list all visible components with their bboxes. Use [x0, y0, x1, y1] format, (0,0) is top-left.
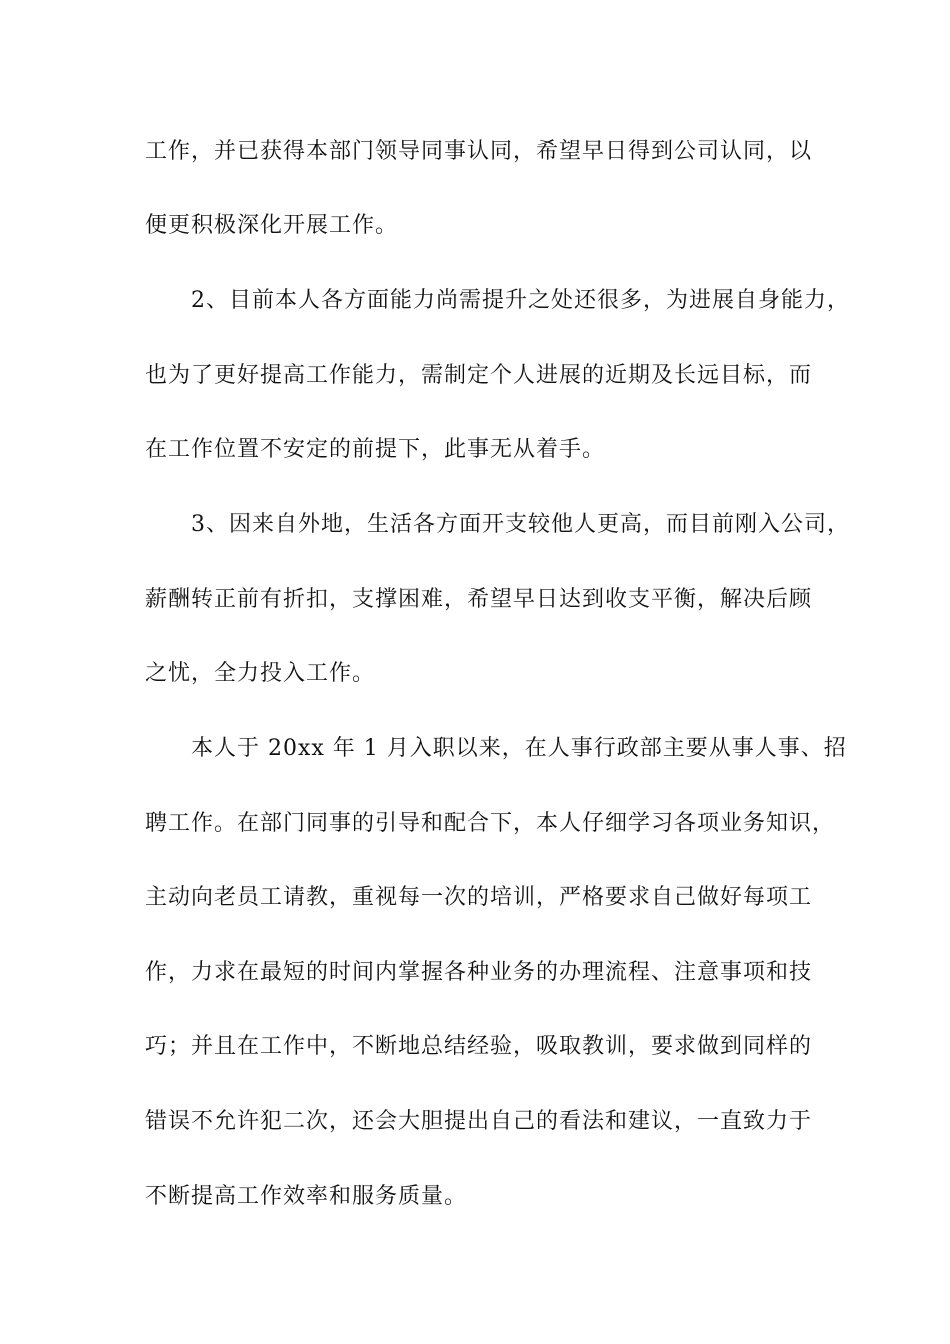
paragraph-4-line-6: 错误不允许犯二次，还会大胆提出自己的看法和建议，一直致力于: [145, 1109, 813, 1134]
paragraph-2-line-1: 2、目前本人各方面能力尚需提升之处还很多，为进展自身能力，: [191, 288, 850, 313]
paragraph-4-line-5: 巧；并且在工作中，不断地总结经验，吸取教训，要求做到同样的: [145, 1034, 813, 1059]
paragraph-2-line-3: 在工作位置不安定的前提下，此事无从着手。: [145, 437, 606, 462]
paragraph-2-line-2: 也为了更好提高工作能力，需制定个人进展的近期及长远目标，而: [145, 363, 813, 388]
paragraph-3-line-2: 薪酬转正前有折扣，支撑困难，希望早日达到收支平衡，解决后顾: [145, 587, 813, 612]
paragraph-4-line-4: 作，力求在最短的时间内掌握各种业务的办理流程、注意事项和技: [145, 960, 813, 985]
paragraph-3-line-1: 3、因来自外地，生活各方面开支较他人更高，而目前刚入公司，: [191, 512, 850, 537]
paragraph-3-line-3: 之忧，全力投入工作。: [145, 661, 376, 686]
paragraph-4-line-1: 本人于 20xx 年 1 月入职以来，在人事行政部主要从事人事、招: [191, 736, 847, 761]
paragraph-4-line-3: 主动向老员工请教，重视每一次的培训，严格要求自己做好每项工: [145, 885, 813, 910]
paragraph-4-line-7: 不断提高工作效率和服务质量。: [145, 1184, 468, 1209]
text-line-2: 便更积极深化开展工作。: [145, 213, 399, 238]
paragraph-4-line-2: 聘工作。在部门同事的引导和配合下，本人仔细学习各项业务知识，: [145, 811, 836, 836]
text-line-1: 工作，并已获得本部门领导同事认同，希望早日得到公司认同，以: [145, 139, 813, 164]
